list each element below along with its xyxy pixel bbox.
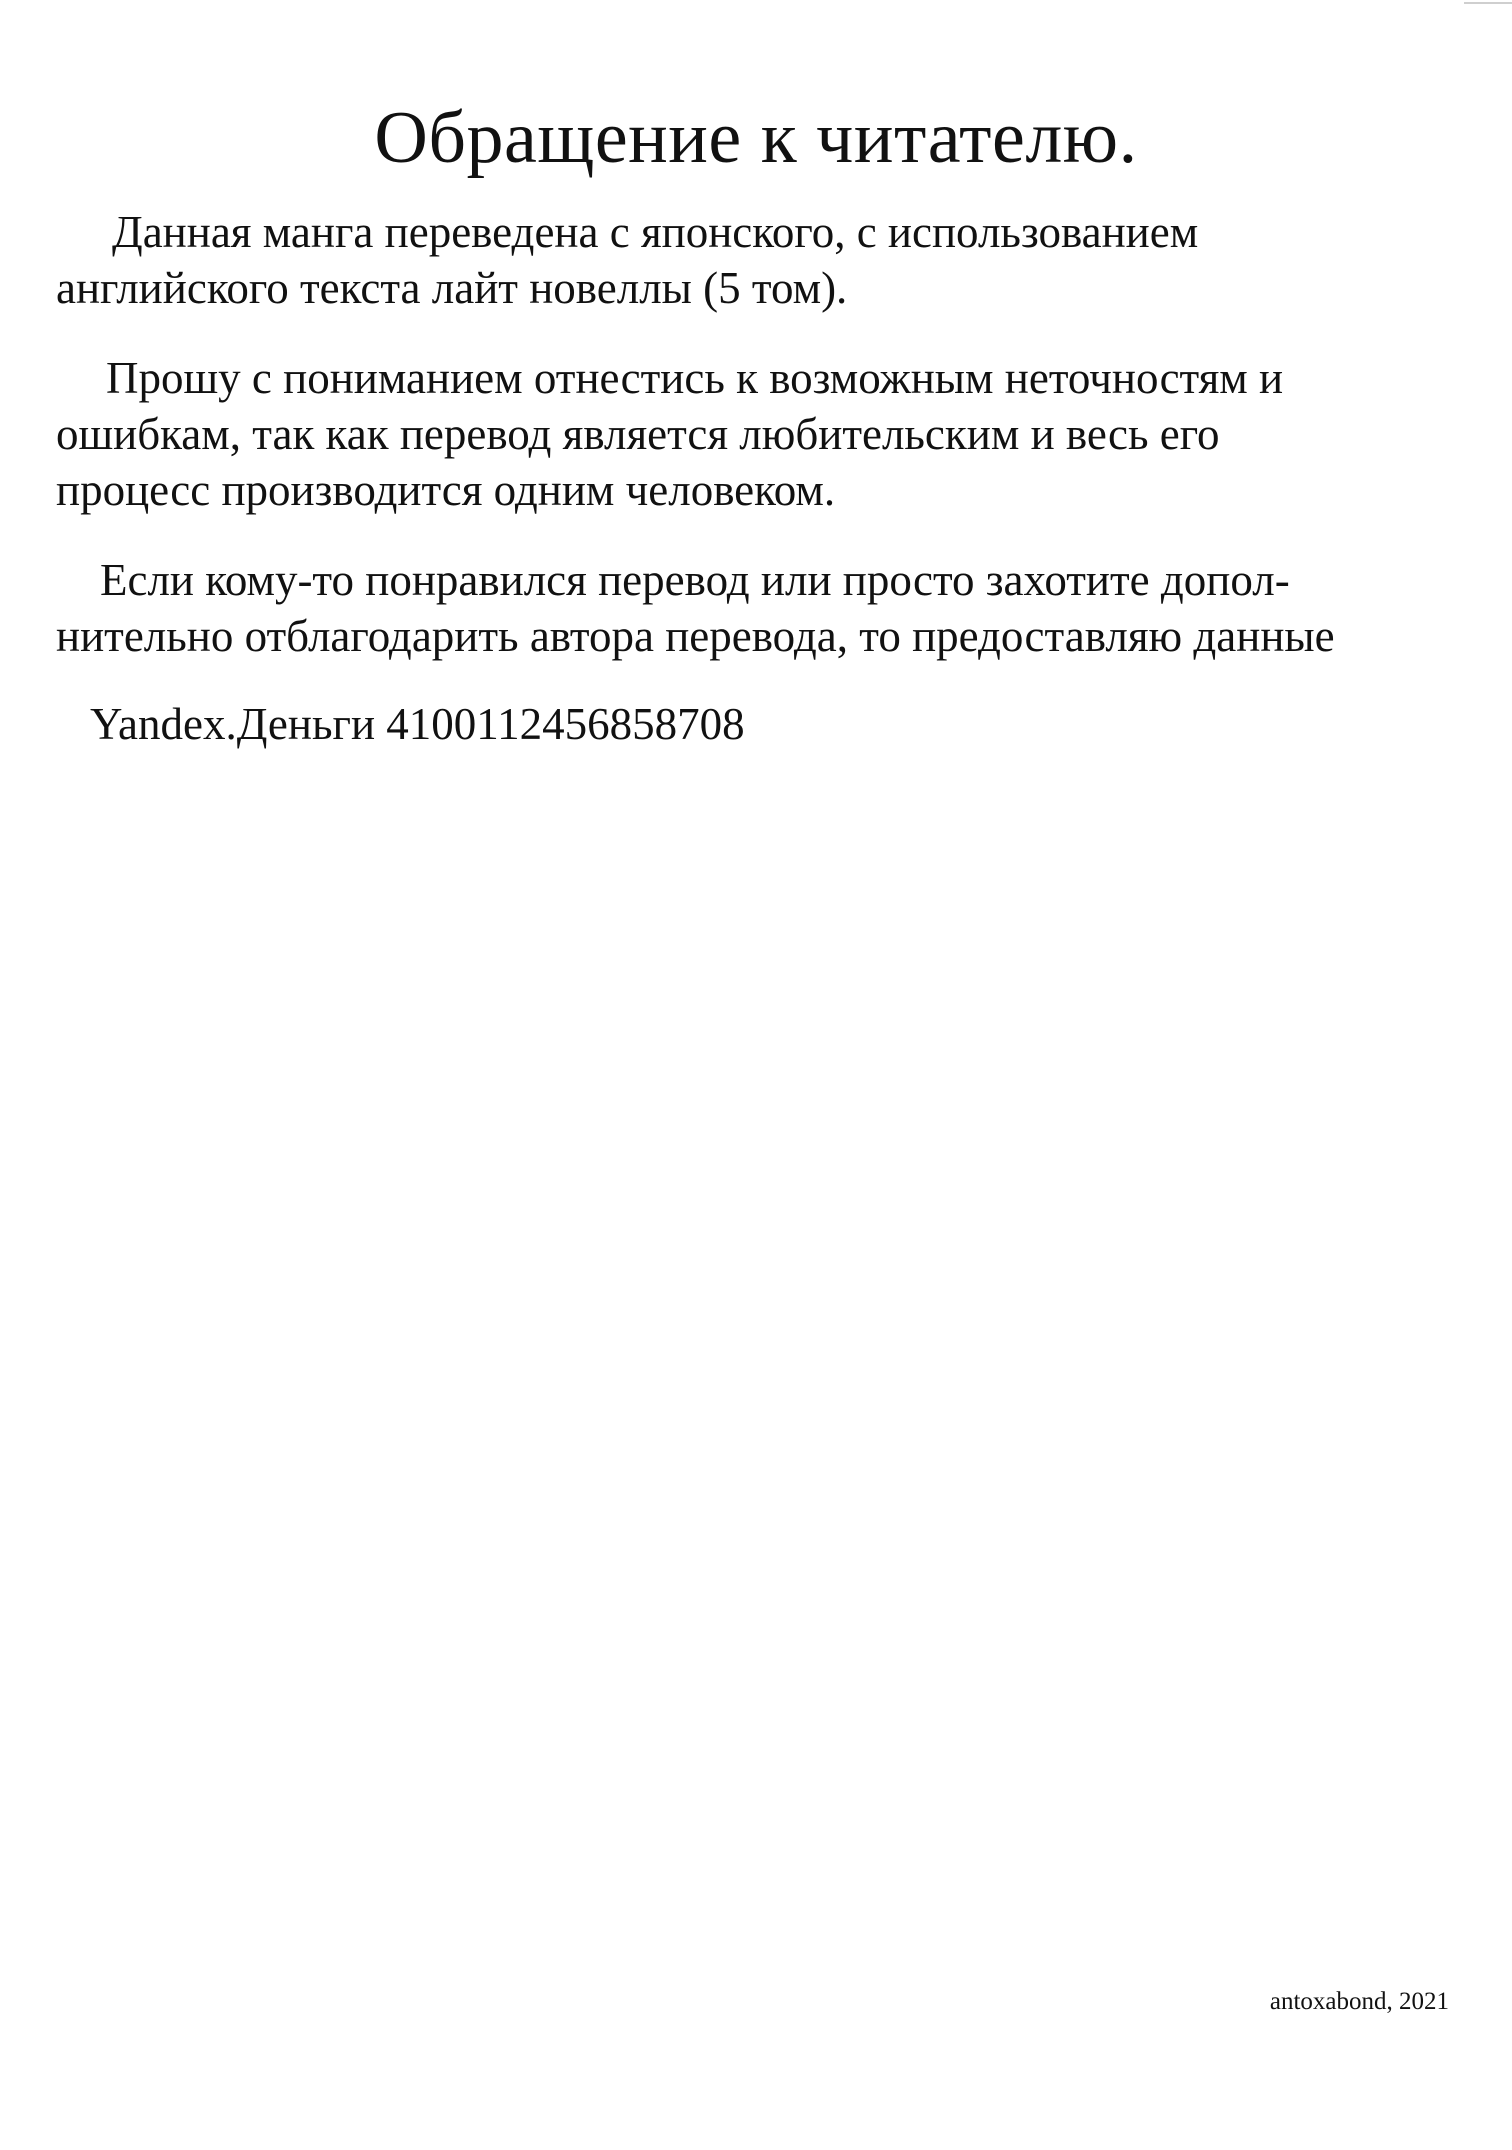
paragraph-translation-note bbox=[56, 204, 1476, 316]
page-title: Обращение к читателю. bbox=[374, 97, 1138, 179]
paragraph-apology bbox=[56, 350, 1476, 518]
paragraph-line: английского текста лайт новеллы (5 том). bbox=[56, 263, 848, 313]
paragraph-line: Прошу с пониманием отнестись к возможным неточностям и bbox=[106, 353, 1284, 403]
paragraph-line: Если кому-то понравился перевод или просто захотите допол- bbox=[100, 555, 1290, 605]
signature: antoxabond, 2021 bbox=[1269, 1988, 1449, 2015]
paragraph-line: Данная манга переведена с японского, с использованием bbox=[112, 207, 1199, 257]
paragraph-donation bbox=[56, 552, 1476, 664]
paragraph-line: ошибкам, так как перевод является любительским и весь его bbox=[56, 409, 1220, 459]
corner-mark bbox=[1464, 0, 1512, 4]
paragraph-line: нительно отблагодарить автора перевода, то предоставляю данные bbox=[56, 611, 1335, 661]
payment-details: Yandex.Деньги 4100112456858708 bbox=[90, 699, 745, 749]
paragraph-line: процесс производится одним человеком. bbox=[56, 465, 836, 515]
